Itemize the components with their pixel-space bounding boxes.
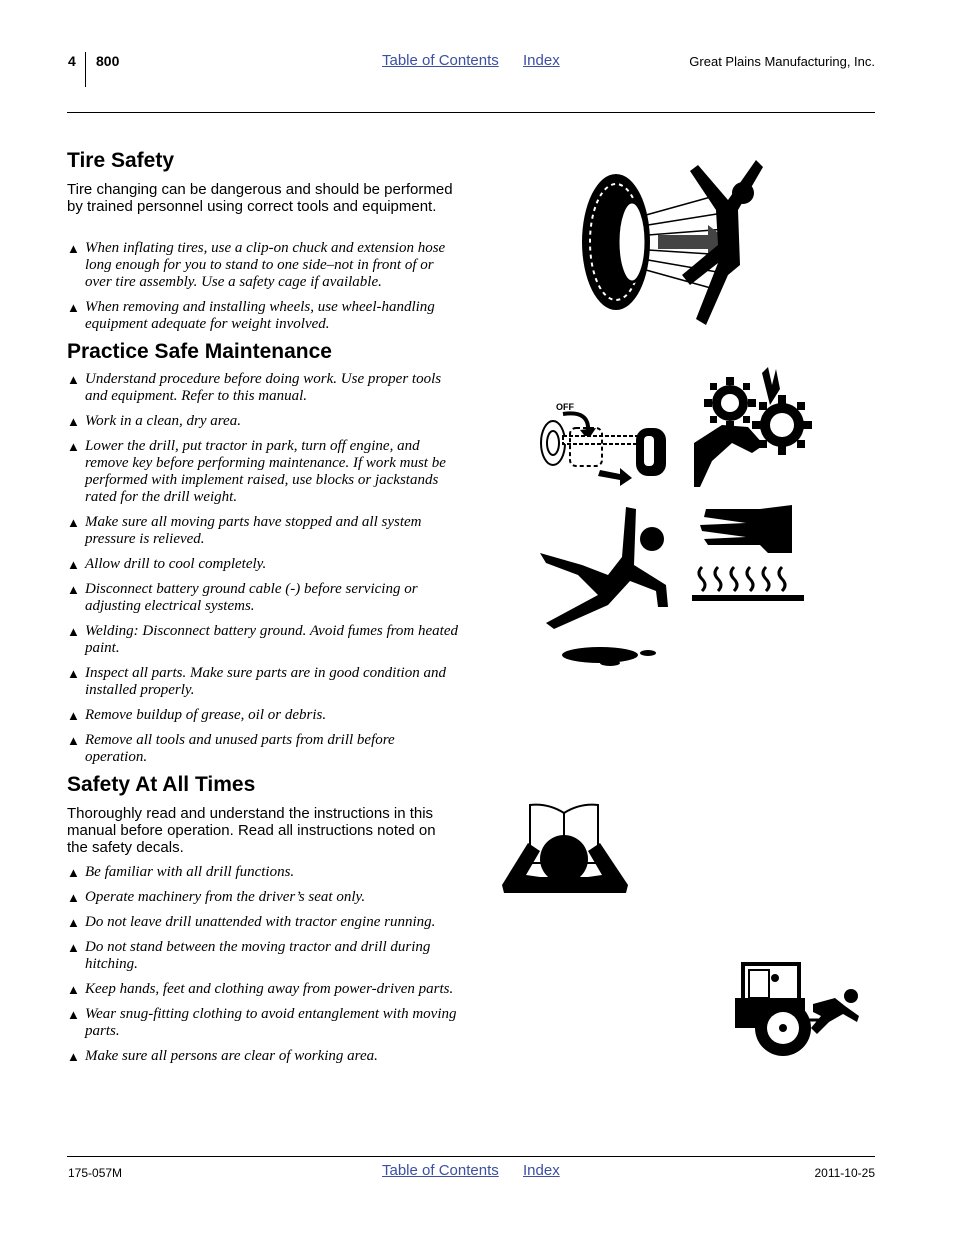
list-item: ▲ Do not leave drill unattended with tractor engine running. (67, 914, 459, 931)
hot-surface-icon (690, 505, 806, 603)
tire-safety-heading: Tire Safety (67, 149, 174, 172)
all-times-list (67, 864, 459, 1073)
list-item: ▲ Be familiar with all drill functions. (67, 864, 459, 881)
list-item: ▲ Welding: Disconnect battery ground. Avoid fumes from heated paint. (67, 623, 459, 657)
company-name: Great Plains Manufacturing, Inc. (689, 54, 875, 69)
list-item: ▲ Wear snug-fitting clothing to avoid entanglement with moving parts. (67, 1006, 459, 1040)
header-divider (85, 52, 86, 87)
list-item: ▲ Remove all tools and unused parts from drill before operation. (67, 732, 459, 766)
list-item: ▲ Keep hands, feet and clothing away from power-driven parts. (67, 981, 459, 998)
all-times-intro: Thoroughly read and understand the instructions in this manual before operation. Read all instructions noted on the safety decals. (67, 805, 436, 856)
key-off-label: OFF (556, 402, 574, 412)
header-index-link[interactable]: Index (523, 52, 560, 69)
list-item: ▲ Inspect all parts. Make sure parts are in good condition and installed properly. (67, 665, 459, 699)
slip-fall-icon (538, 505, 668, 667)
list-item: ▲ Remove buildup of grease, oil or debris. (67, 707, 459, 724)
footer-toc-link[interactable]: Table of Contents (382, 1162, 499, 1179)
list-item: ▲ When removing and installing wheels, use wheel-handling equipment adequate for weight involved. (67, 299, 459, 333)
list-item: ▲ Allow drill to cool completely. (67, 556, 459, 573)
model-number: 800 (96, 53, 120, 69)
tire-safety-list (67, 240, 459, 341)
header-toc-link[interactable]: Table of Contents (382, 52, 499, 69)
read-manual-icon (500, 803, 630, 895)
list-item: ▲ Do not stand between the moving tractor and drill during hitching. (67, 939, 459, 973)
publication-date: 2011-10-25 (814, 1166, 875, 1180)
list-item: ▲ Make sure all persons are clear of working area. (67, 1048, 459, 1065)
tractor-runover-icon (733, 962, 863, 1058)
list-item: ▲ Work in a clean, dry area. (67, 413, 459, 430)
tire-safety-intro: Tire changing can be dangerous and should be performed by trained personnel using correct tools and equipment. (67, 181, 453, 215)
header-rule (67, 112, 875, 113)
gear-entanglement-icon (692, 365, 816, 487)
list-item: ▲ Operate machinery from the driver’s seat only. (67, 889, 459, 906)
maintenance-list (67, 371, 459, 774)
footer-rule (67, 1156, 875, 1157)
all-times-heading: Safety At All Times (67, 773, 256, 796)
list-item: ▲ Disconnect battery ground cable (-) before servicing or adjusting electrical systems. (67, 581, 459, 615)
key-off-icon (528, 398, 670, 486)
tire-explosion-icon (578, 155, 770, 327)
list-item: ▲ Understand procedure before doing work. Use proper tools and equipment. Refer to this manual. (67, 371, 459, 405)
page-number: 4 (68, 53, 76, 69)
list-item: ▲ Make sure all moving parts have stopped and all system pressure is relieved. (67, 514, 459, 548)
document-number: 175-057M (68, 1166, 123, 1180)
footer-index-link[interactable]: Index (523, 1162, 560, 1179)
maintenance-heading: Practice Safe Maintenance (67, 340, 332, 363)
list-item: ▲ Lower the drill, put tractor in park, turn off engine, and remove key before performing maintenance. If work must be performed with implement raised, use blocks or jackstands rated for the drill weight. (67, 438, 459, 506)
list-item: ▲ When inflating tires, use a clip-on chuck and extension hose long enough for you to stand to one side–not in front of or over tire assembly. Use a safety cage if available. (67, 240, 459, 291)
